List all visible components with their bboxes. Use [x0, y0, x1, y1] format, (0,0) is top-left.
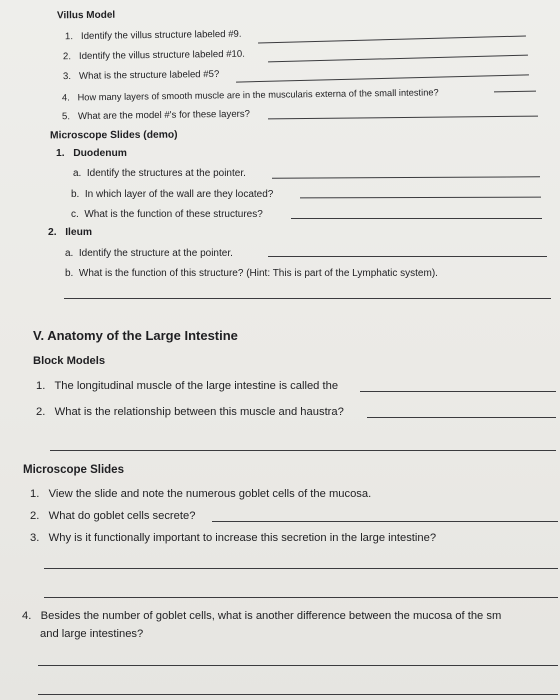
slides-question-4 [22, 610, 501, 623]
item-letter: a. [73, 168, 82, 179]
item-text: Identify the structures at the pointer. [86, 168, 246, 179]
item-text: Identify the structure at the pointer. [78, 248, 233, 259]
answer-line[interactable] [38, 694, 558, 695]
ileum-item-b [65, 268, 438, 280]
item-text: What is the function of this structure? (Hint: This is part of the Lymphatic system). [78, 268, 438, 279]
answer-line[interactable] [272, 176, 540, 178]
answer-line[interactable] [44, 597, 558, 598]
villus-question-4 [62, 87, 439, 103]
item-letter: b. [71, 189, 80, 200]
answer-line[interactable] [268, 116, 538, 120]
block-question-1 [36, 380, 338, 393]
answer-line[interactable] [64, 298, 551, 299]
microscope-demo-heading: Microscope Slides (demo) [49, 129, 178, 142]
large-intestine-heading: V. Anatomy of the Large Intestine [33, 328, 238, 343]
duodenum-item-a [73, 168, 246, 180]
ileum-heading [48, 227, 92, 239]
question-number: 2. [62, 51, 72, 63]
question-number: 2. [30, 510, 40, 522]
item-text: What is the function of these structures? [84, 209, 263, 220]
answer-line[interactable] [494, 91, 536, 93]
duodenum-item-b [71, 189, 273, 201]
ileum-item-a [65, 248, 233, 260]
villus-question-5 [62, 109, 250, 123]
item-letter: a. [65, 248, 74, 259]
question-text: What are the model #'s for these layers? [77, 108, 251, 123]
question-text: View the slide and note the numerous goblet cells of the mucosa. [48, 488, 372, 500]
answer-line[interactable] [38, 665, 558, 666]
question-text: How many layers of smooth muscle are in the muscularis externa of the small intestine? [77, 87, 439, 103]
item-letter: b. [65, 268, 74, 279]
question-text: What is the structure labeled #5? [78, 68, 220, 82]
question-text: Identify the villus structure labeled #10. [78, 48, 245, 63]
duodenum-heading [56, 148, 127, 160]
question-number: 1. [36, 380, 46, 392]
answer-line[interactable] [44, 568, 558, 569]
section-title: Duodenum [73, 148, 127, 159]
slides-question-1 [30, 488, 371, 501]
item-letter: c. [71, 209, 79, 220]
question-number: 5. [61, 111, 71, 123]
answer-line[interactable] [300, 197, 541, 199]
question-number: 3. [62, 70, 72, 83]
slides-question-4-continuation: and large intestines? [40, 628, 144, 640]
answer-line[interactable] [258, 35, 526, 43]
duodenum-item-c [71, 209, 263, 221]
question-text: The longitudinal muscle of the large intestine is called the [54, 380, 339, 392]
question-number: 4. [61, 92, 70, 103]
question-number: 4. [22, 610, 32, 622]
answer-line[interactable] [268, 55, 528, 63]
villus-question-1 [65, 29, 242, 42]
slides-question-3 [30, 532, 436, 545]
answer-line[interactable] [236, 74, 529, 82]
question-text: Why is it functionally important to increase this secretion in the large intestine? [48, 532, 437, 544]
item-text: In which layer of the wall are they located? [84, 189, 274, 200]
answer-line[interactable] [50, 450, 556, 451]
section-number: 1. [56, 148, 65, 159]
question-number: 1. [64, 31, 74, 43]
question-text: Identify the villus structure labeled #9. [80, 28, 242, 43]
block-models-heading: Block Models [33, 355, 106, 367]
question-number: 2. [36, 406, 46, 418]
question-text-line-1: Besides the number of goblet cells, what is another difference between the mucosa of the sm [40, 610, 502, 622]
question-number: 3. [30, 532, 40, 544]
villus-question-2 [63, 49, 245, 63]
answer-line[interactable] [212, 521, 558, 522]
answer-line[interactable] [291, 218, 542, 219]
block-question-2 [36, 406, 344, 419]
villus-question-3 [63, 69, 219, 82]
answer-line[interactable] [268, 256, 547, 257]
microscope-slides-heading: Microscope Slides [23, 464, 124, 476]
section-number: 2. [48, 227, 57, 238]
answer-line[interactable] [360, 391, 556, 392]
answer-line[interactable] [367, 417, 556, 418]
villus-model-heading: Villus Model [56, 9, 116, 22]
question-number: 1. [30, 488, 40, 500]
section-title: Ileum [65, 227, 93, 238]
question-text: What do goblet cells secrete? [48, 510, 196, 522]
question-text: What is the relationship between this muscle and haustra? [54, 406, 344, 418]
slides-question-2 [30, 510, 195, 523]
